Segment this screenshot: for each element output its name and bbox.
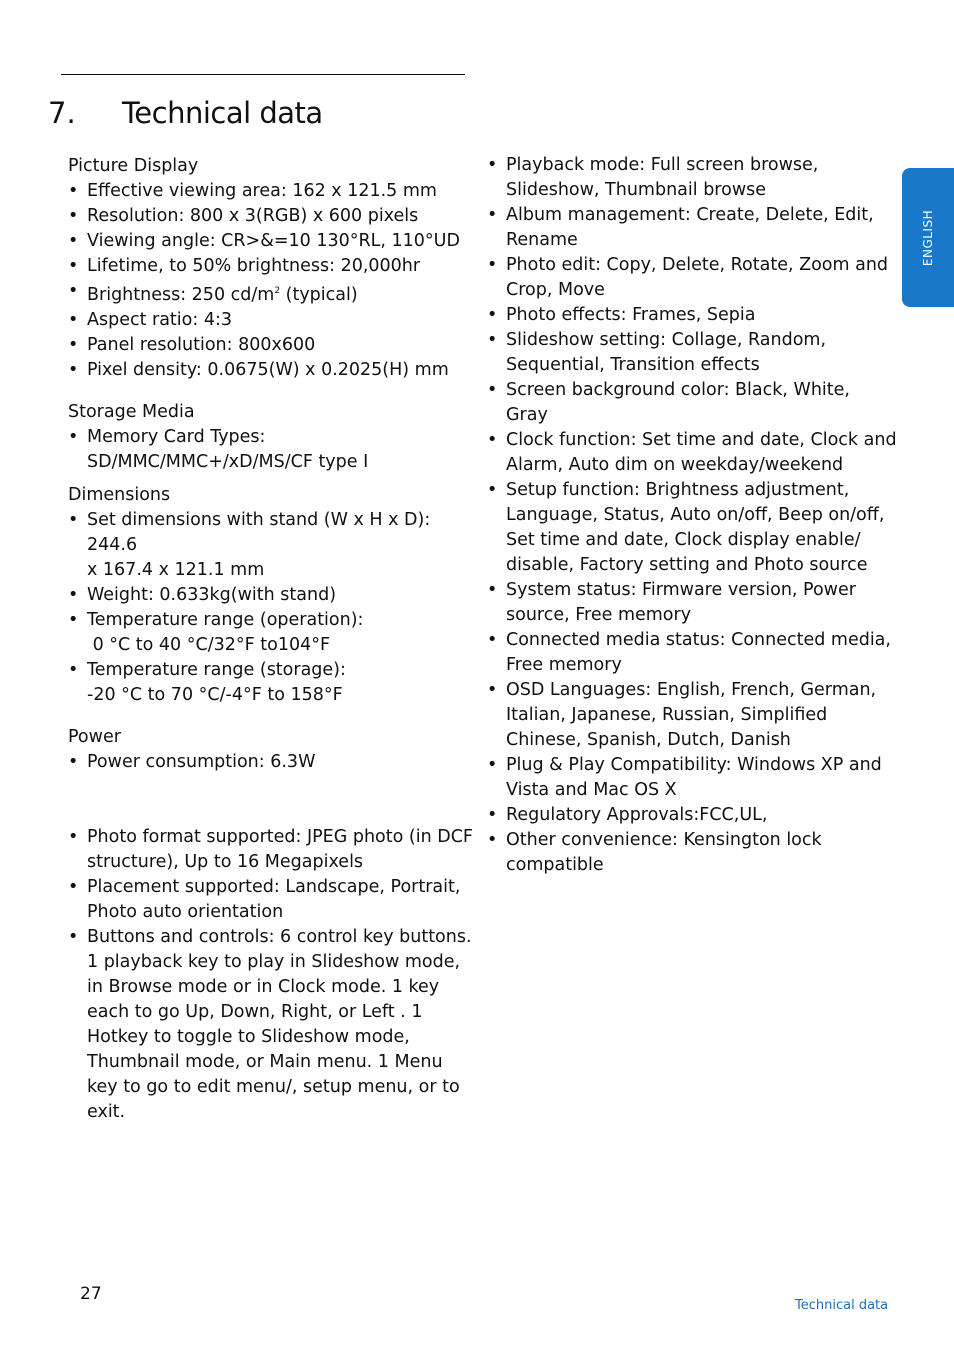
storage-line-2: SD/MMC/MMC+/xD/MS/CF type I <box>87 452 369 472</box>
list-item: • Album management: Create, Delete, Edit, Rename <box>487 203 897 253</box>
section-title-storage-media: Storage Media <box>68 402 195 422</box>
list-item <box>68 608 478 658</box>
list-item <box>68 425 478 475</box>
brightness-suffix: (typical) <box>280 285 358 305</box>
picture-display-list <box>68 179 478 383</box>
brightness-text: Brightness: 250 cd/m <box>87 285 275 305</box>
list-item <box>68 658 478 708</box>
storage-media-list <box>68 425 478 475</box>
section-title-power: Power <box>68 727 121 747</box>
list-item: • Power consumption: 6.3W <box>68 750 478 775</box>
dimensions-line-2: x 167.4 x 121.1 mm <box>87 560 265 580</box>
language-tab-label: ENGLISH <box>921 209 935 266</box>
list-item: • Panel resolution: 800x600 <box>68 333 478 358</box>
list-item: • Photo format supported: JPEG photo (in DCF structure), Up to 16 Megapixels <box>68 825 478 875</box>
header-rule <box>61 74 465 75</box>
power-list <box>68 750 478 775</box>
temp-operation-value: 0 °C to 40 °C/32°F to104°F <box>87 635 331 655</box>
list-item: • OSD Languages: English, French, German, Italian, Japanese, Russian, Simplified Chinese, Spanish, Dutch, Danish <box>487 678 897 753</box>
storage-line-1: Memory Card Types: <box>87 427 266 447</box>
list-item: • Regulatory Approvals:FCC,UL, <box>487 803 897 828</box>
list-item: • Pixel density: 0.0675(W) x 0.2025(H) mm <box>68 358 478 383</box>
right-column <box>487 153 897 878</box>
list-item: • Other convenience: Kensington lock compatible <box>487 828 897 878</box>
section-title-dimensions: Dimensions <box>68 485 171 505</box>
list-item: • Plug & Play Compatibility: Windows XP and Vista and Mac OS X <box>487 753 897 803</box>
list-item: • Effective viewing area: 162 x 121.5 mm <box>68 179 478 204</box>
temp-operation-label: Temperature range (operation): <box>87 610 364 630</box>
list-item: • Clock function: Set time and date, Clock and Alarm, Auto dim on weekday/weekend <box>487 428 897 478</box>
dimensions-line-1: Set dimensions with stand (W x H x D): 244.6 <box>87 510 431 555</box>
left-column <box>68 154 478 1125</box>
list-item: • Viewing angle: CR>&=10 130°RL, 110°UD <box>68 229 478 254</box>
temp-storage-label: Temperature range (storage): <box>87 660 346 680</box>
page-number: 27 <box>80 1284 102 1304</box>
list-item: • Weight: 0.633kg(with stand) <box>68 583 478 608</box>
list-item: • Slideshow setting: Collage, Random, Sequential, Transition effects <box>487 328 897 378</box>
list-item: • Photo edit: Copy, Delete, Rotate, Zoom and Crop, Move <box>487 253 897 303</box>
list-item-brightness <box>68 279 478 308</box>
list-item: • System status: Firmware version, Power source, Free memory <box>487 578 897 628</box>
list-item: • Connected media status: Connected media, Free memory <box>487 628 897 678</box>
list-item: • Screen background color: Black, White, Gray <box>487 378 897 428</box>
list-item: • Placement supported: Landscape, Portrait, Photo auto orientation <box>68 875 478 925</box>
list-item <box>68 508 478 583</box>
features-list <box>68 825 478 1125</box>
temp-storage-value: -20 °C to 70 °C/-4°F to 158°F <box>87 685 343 705</box>
list-item: • Photo effects: Frames, Sepia <box>487 303 897 328</box>
dimensions-list <box>68 508 478 708</box>
list-item: • Resolution: 800 x 3(RGB) x 600 pixels <box>68 204 478 229</box>
language-tab <box>902 168 954 307</box>
list-item: • Setup function: Brightness adjustment, Language, Status, Auto on/off, Beep on/off, Set time and date, Clock display enable/ disable, Factory setting and Photo source <box>487 478 897 578</box>
list-item: • Lifetime, to 50% brightness: 20,000hr <box>68 254 478 279</box>
footer-section-title: Technical data <box>795 1298 889 1313</box>
chapter-number: 7. <box>48 96 76 130</box>
chapter-title: Technical data <box>122 96 323 130</box>
right-features-list <box>487 153 897 878</box>
brightness-superscript: 2 <box>274 286 281 296</box>
list-item: • Aspect ratio: 4:3 <box>68 308 478 333</box>
list-item: • Buttons and controls: 6 control key buttons. 1 playback key to play in Slideshow mode, in Browse mode or in Clock mode. 1 key each to go Up, Down, Right, or Left . 1 Hotkey to toggle to Slideshow mode, Thumbnail mode, or Main menu. 1 Menu key to go to edit menu/, setup menu, or to exit. <box>68 925 478 1125</box>
section-title-picture-display: Picture Display <box>68 156 199 176</box>
list-item: • Playback mode: Full screen browse, Slideshow, Thumbnail browse <box>487 153 897 203</box>
